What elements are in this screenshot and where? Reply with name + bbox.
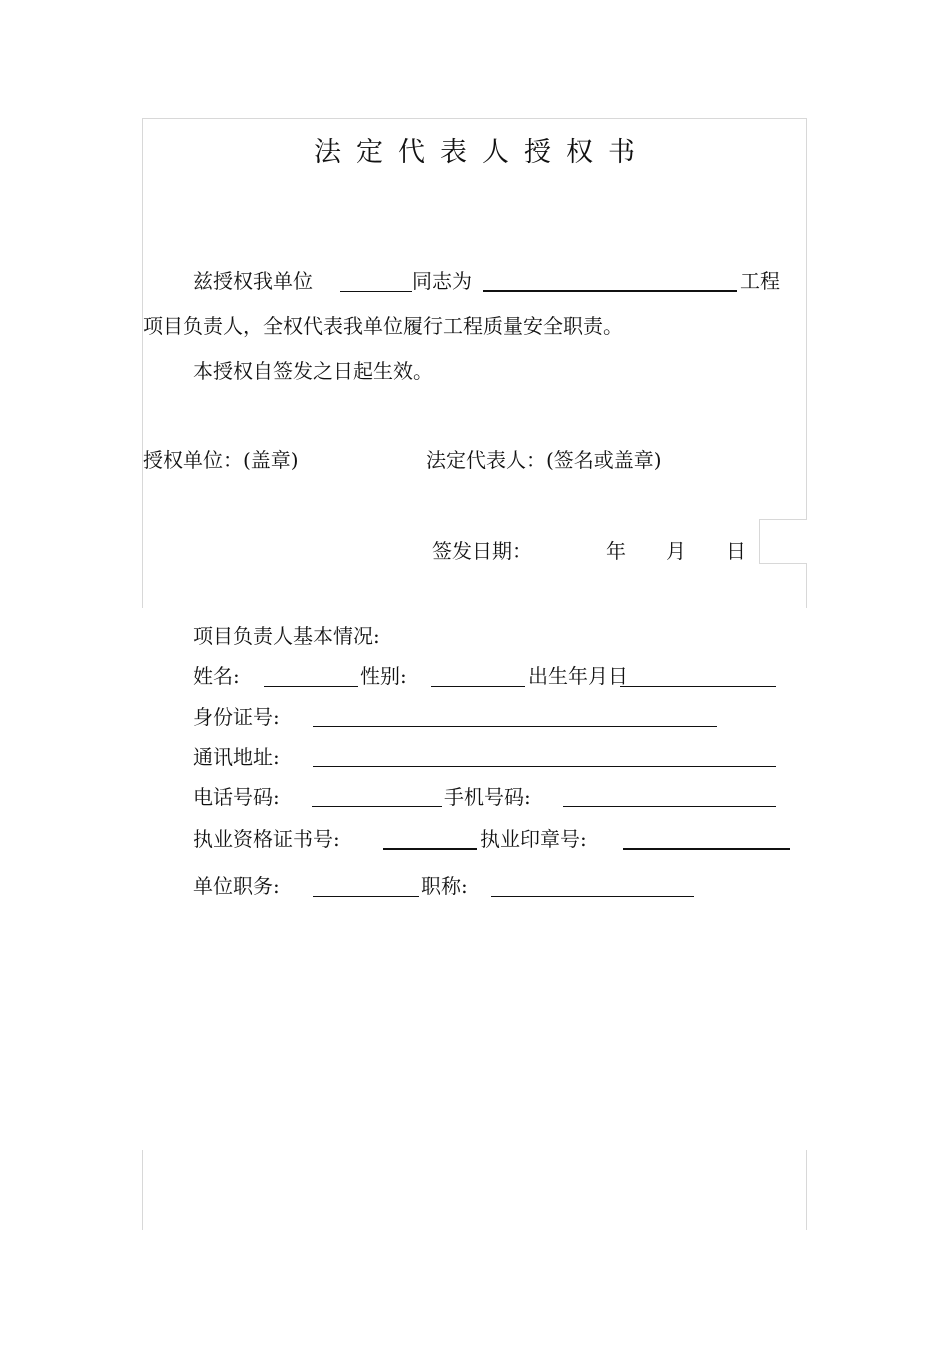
id-label: 身份证号: [193, 705, 280, 729]
name-label: 姓名: [193, 664, 240, 688]
auth-line1-suffix: 工程 [740, 269, 780, 293]
gender-blank[interactable] [431, 686, 525, 687]
title-label: 职称: [421, 874, 468, 898]
frame-notch-bottom [760, 563, 807, 564]
project-name-blank[interactable] [483, 290, 737, 292]
frame-left-line [142, 118, 143, 608]
legal-rep-label: 法定代表人：(签名或盖章) [426, 448, 662, 472]
seal-label: 执业印章号: [480, 827, 587, 851]
position-blank[interactable] [313, 896, 419, 897]
info-heading: 项目负责人基本情况: [193, 624, 380, 648]
issue-date-label: 签发日期： [432, 539, 532, 563]
frame-bottom-right-line [806, 1150, 807, 1230]
issue-day: 日 [726, 539, 746, 563]
id-blank[interactable] [313, 726, 717, 727]
frame-top-line [142, 118, 807, 119]
phone-label: 电话号码: [193, 785, 280, 809]
frame-notch-top [760, 519, 807, 520]
issue-month: 月 [666, 539, 686, 563]
name-blank[interactable] [264, 686, 358, 687]
gender-label: 性别: [360, 664, 407, 688]
auth-line1-prefix: 兹授权我单位 [193, 269, 313, 293]
birth-label: 出生年月日 [528, 664, 628, 688]
title-blank[interactable] [491, 896, 694, 897]
cert-label: 执业资格证书号: [193, 827, 340, 851]
mobile-label: 手机号码: [444, 785, 531, 809]
position-label: 单位职务: [193, 874, 280, 898]
mobile-blank[interactable] [563, 806, 776, 807]
auth-line1-middle: 同志为 [412, 269, 472, 293]
authorizing-unit-label: 授权单位：(盖章) [143, 448, 299, 472]
address-label: 通讯地址: [193, 745, 280, 769]
address-blank[interactable] [313, 766, 776, 767]
auth-line2: 项目负责人，全权代表我单位履行工程质量安全职责。 [143, 314, 623, 338]
frame-right-line [806, 118, 807, 520]
frame-notch-side [759, 519, 760, 564]
frame-right-line-lower [806, 563, 807, 608]
auth-line3: 本授权自签发之日起生效。 [193, 359, 433, 383]
document-title: 法定代表人授权书 [314, 137, 650, 168]
issue-year: 年 [606, 539, 626, 563]
phone-blank[interactable] [312, 806, 442, 807]
cert-blank[interactable] [383, 848, 477, 850]
birth-blank[interactable] [620, 686, 776, 687]
unit-comrade-blank[interactable] [340, 291, 412, 292]
frame-bottom-left-line [142, 1150, 143, 1230]
seal-blank[interactable] [623, 848, 790, 850]
